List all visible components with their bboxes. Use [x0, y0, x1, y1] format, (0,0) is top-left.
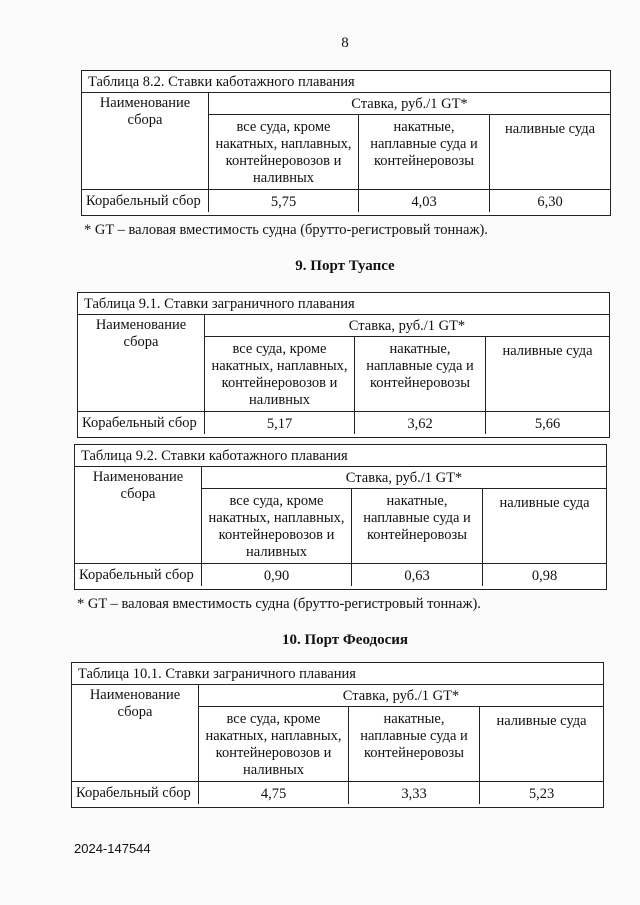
table-row	[75, 563, 606, 586]
column-header-ro-ro-container: накатные, наплавные суда и контейнеровозы	[349, 707, 480, 781]
table-row	[72, 781, 603, 804]
column-header-name: Наименование сбора	[75, 467, 202, 563]
row-label: Корабельный сбор	[78, 412, 205, 434]
table-9-2	[74, 444, 607, 590]
section-10-heading: 10. Порт Феодосия	[281, 632, 409, 648]
column-header-name: Наименование сбора	[82, 93, 209, 189]
column-header-ro-ro-container: накатные, наплавные суда и контейнеровозы	[359, 115, 490, 189]
rate-value: 5,75	[209, 190, 359, 212]
row-label: Корабельный сбор	[72, 782, 199, 804]
table-caption: Таблица 9.2. Ставки каботажного плавания	[75, 445, 606, 467]
table-caption: Таблица 8.2. Ставки каботажного плавания	[82, 71, 610, 93]
table-row	[78, 411, 609, 434]
column-header-ro-ro-container: накатные, наплавные суда и контейнеровозы	[352, 489, 483, 563]
rate-value: 3,62	[355, 412, 486, 434]
rate-value: 6,30	[537, 194, 563, 210]
rate-value: 3,33	[349, 782, 480, 804]
footnote: * GT – валовая вместимость судна (брутто-регистровый тоннаж).	[77, 596, 481, 612]
column-header-tankers: наливные суда	[504, 121, 596, 137]
rate-value: 4,75	[199, 782, 349, 804]
table-caption: Таблица 9.1. Ставки заграничного плавания	[78, 293, 609, 315]
column-header-name: Наименование сбора	[78, 315, 205, 411]
table-caption: Таблица 10.1. Ставки заграничного плавания	[72, 663, 603, 685]
column-header-all-vessels: все суда, кроме накатных, наплавных, контейнеровозов и наливных	[205, 337, 355, 411]
row-label: Корабельный сбор	[82, 190, 209, 212]
footnote: * GT – валовая вместимость судна (брутто-регистровый тоннаж).	[84, 222, 488, 238]
rate-value: 5,23	[528, 786, 555, 802]
column-header-all-vessels: все суда, кроме накатных, наплавных, контейнеровозов и наливных	[202, 489, 352, 563]
column-header-rate: Ставка, руб./1 GT*	[199, 685, 603, 707]
column-header-tankers: наливные суда	[499, 495, 590, 511]
column-header-tankers: наливные суда	[496, 713, 587, 729]
column-header-rate: Ставка, руб./1 GT*	[209, 93, 610, 115]
column-header-rate: Ставка, руб./1 GT*	[202, 467, 606, 489]
rate-value: 4,03	[359, 190, 490, 212]
document-id: 2024-147544	[74, 841, 151, 856]
column-header-rate: Ставка, руб./1 GT*	[205, 315, 609, 337]
rate-value: 5,66	[534, 416, 561, 432]
column-header-all-vessels: все суда, кроме накатных, наплавных, контейнеровозов и наливных	[199, 707, 349, 781]
table-row	[82, 189, 610, 212]
rate-value: 0,90	[202, 564, 352, 586]
rate-value: 5,17	[205, 412, 355, 434]
table-8-2	[81, 70, 611, 216]
column-header-tankers: наливные суда	[502, 343, 593, 359]
column-header-name: Наименование сбора	[72, 685, 199, 781]
rate-value: 0,98	[531, 568, 558, 584]
column-header-all-vessels: все суда, кроме накатных, наплавных, контейнеровозов и наливных	[209, 115, 359, 189]
section-9-heading: 9. Порт Туапсе	[295, 258, 395, 274]
rate-value: 0,63	[352, 564, 483, 586]
table-10-1	[71, 662, 604, 808]
table-9-1	[77, 292, 610, 438]
column-header-ro-ro-container: накатные, наплавные суда и контейнеровозы	[355, 337, 486, 411]
page-number: 8	[341, 35, 349, 51]
row-label: Корабельный сбор	[75, 564, 202, 586]
